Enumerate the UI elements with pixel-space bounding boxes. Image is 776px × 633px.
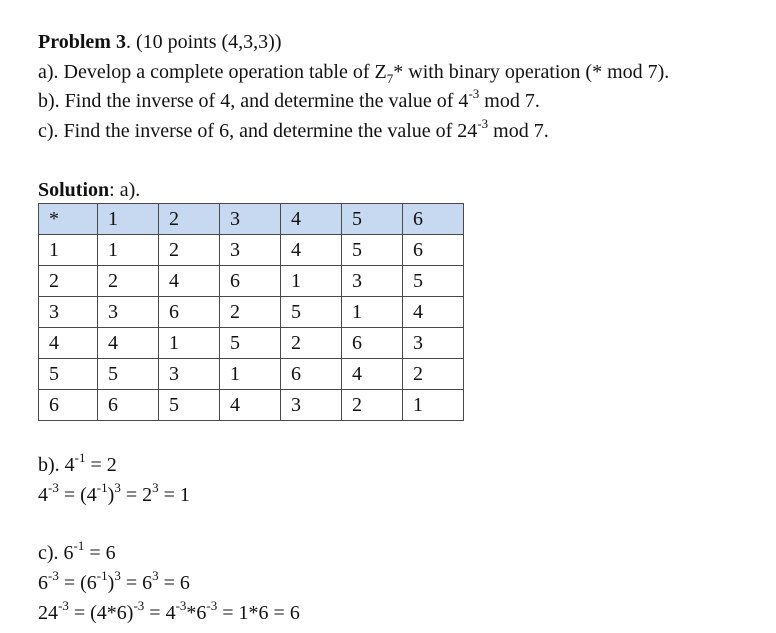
table-header-cell: 1 [98,204,159,235]
eq-text: = 2 [85,454,117,476]
problem-part-a [38,60,669,84]
table-cell: 2 [342,390,403,421]
table-header-cell: 5 [342,204,403,235]
table-cell: 6 [98,390,159,421]
table-cell: 3 [39,297,98,328]
table-header-cell: 2 [159,204,220,235]
eq-exponent: -3 [58,598,69,614]
eq-exponent: -3 [48,480,59,496]
table-header-cell: * [39,204,98,235]
problem-part-c [38,116,549,143]
eq-text: = 6 [120,572,153,594]
table-cell: 6 [39,390,98,421]
problem-points: . (10 points (4,3,3)) [125,31,282,53]
part-c-inverse [38,538,116,565]
eq-exponent: -3 [133,598,145,614]
table-cell: 1 [98,235,159,266]
eq-text: = (4 [58,484,97,506]
solution-heading [38,178,140,202]
table-header-cell: 3 [220,204,281,235]
table-cell: 6 [159,297,220,328]
table-cell: 5 [98,359,159,390]
problem-part-b [38,86,540,113]
solution-part: : a). [109,179,141,201]
eq-text: = 4 [144,602,176,624]
eq-text: = 1*6 = 6 [217,602,300,624]
eq-text: = 6 [84,542,116,564]
eq-exponent: -3 [206,598,218,614]
part-c-power [38,568,190,595]
part-b-power [38,480,190,507]
eq-exponent: 3 [152,568,159,584]
table-cell: 6 [342,328,403,359]
table-header-cell: 4 [281,204,342,235]
table-cell: 3 [159,359,220,390]
table-cell: 1 [220,359,281,390]
table-cell: 1 [39,235,98,266]
eq-text: = 2 [120,484,153,506]
eq-exponent: -3 [48,568,59,584]
eq-text: 6 [38,572,48,594]
part-b-inverse [38,450,117,477]
table-row [39,359,464,390]
eq-text: 4 [38,484,48,506]
solution-label: Solution [38,179,110,201]
table-cell: 2 [159,235,220,266]
table-cell: 3 [281,390,342,421]
part-a-subscript: 7 [386,71,394,86]
table-header-row [39,204,464,235]
table-cell: 4 [281,235,342,266]
table-cell: 6 [281,359,342,390]
eq-exponent: -1 [96,480,108,496]
table-cell: 2 [403,359,464,390]
table-cell: 4 [98,328,159,359]
table-row [39,235,464,266]
table-cell: 5 [403,266,464,297]
table-cell: 4 [342,359,403,390]
part-c-result [38,598,300,625]
problem-heading [38,30,282,54]
part-b-exponent: -3 [468,86,480,102]
eq-exponent: -3 [175,598,187,614]
part-c-text: c). Find the inverse of 6, and determine the value of 24 [38,120,478,142]
part-c-exponent: -3 [477,116,489,132]
eq-exponent: -1 [73,538,85,554]
table-row [39,266,464,297]
table-cell: 3 [403,328,464,359]
part-a-text: a). Develop a complete operation table of Z [38,61,387,83]
eq-text: = 1 [158,484,190,506]
part-b-text-end: mod 7. [479,90,540,112]
eq-exponent: -1 [96,568,108,584]
table-cell: 3 [220,235,281,266]
table-cell: 5 [220,328,281,359]
eq-exponent: 3 [152,480,159,496]
part-b-text: b). Find the inverse of 4, and determine the value of 4 [38,90,469,112]
eq-text: = 6 [158,572,190,594]
table-cell: 5 [281,297,342,328]
eq-text: ) [107,484,115,506]
table-cell: 2 [98,266,159,297]
table-cell: 1 [281,266,342,297]
table-header-cell: 6 [403,204,464,235]
eq-text: = (6 [58,572,97,594]
table-cell: 4 [159,266,220,297]
eq-exponent: -1 [74,450,86,466]
table-cell: 1 [159,328,220,359]
eq-text: ) [107,572,115,594]
table-cell: 5 [342,235,403,266]
table-cell: 4 [39,328,98,359]
eq-text: 24 [38,602,58,624]
table-cell: 3 [342,266,403,297]
table-cell: 1 [342,297,403,328]
table-cell: 3 [98,297,159,328]
eq-text: b). 4 [38,454,75,476]
table-cell: 1 [403,390,464,421]
eq-exponent: 3 [114,568,121,584]
eq-exponent: 3 [114,480,121,496]
eq-text: *6 [186,602,207,624]
table-cell: 2 [39,266,98,297]
table-row [39,390,464,421]
table-row [39,328,464,359]
problem-title: Problem 3 [38,31,126,53]
eq-text: = (4*6) [68,602,134,624]
table-cell: 5 [39,359,98,390]
part-c-text-end: mod 7. [488,120,549,142]
table-cell: 6 [220,266,281,297]
table-cell: 6 [403,235,464,266]
part-a-text-end: * with binary operation (* mod 7). [393,61,670,83]
table-cell: 2 [220,297,281,328]
table-row [39,297,464,328]
table-cell: 5 [159,390,220,421]
operation-table [38,203,464,421]
table-cell: 4 [403,297,464,328]
eq-text: c). 6 [38,542,74,564]
table-cell: 2 [281,328,342,359]
table-cell: 4 [220,390,281,421]
